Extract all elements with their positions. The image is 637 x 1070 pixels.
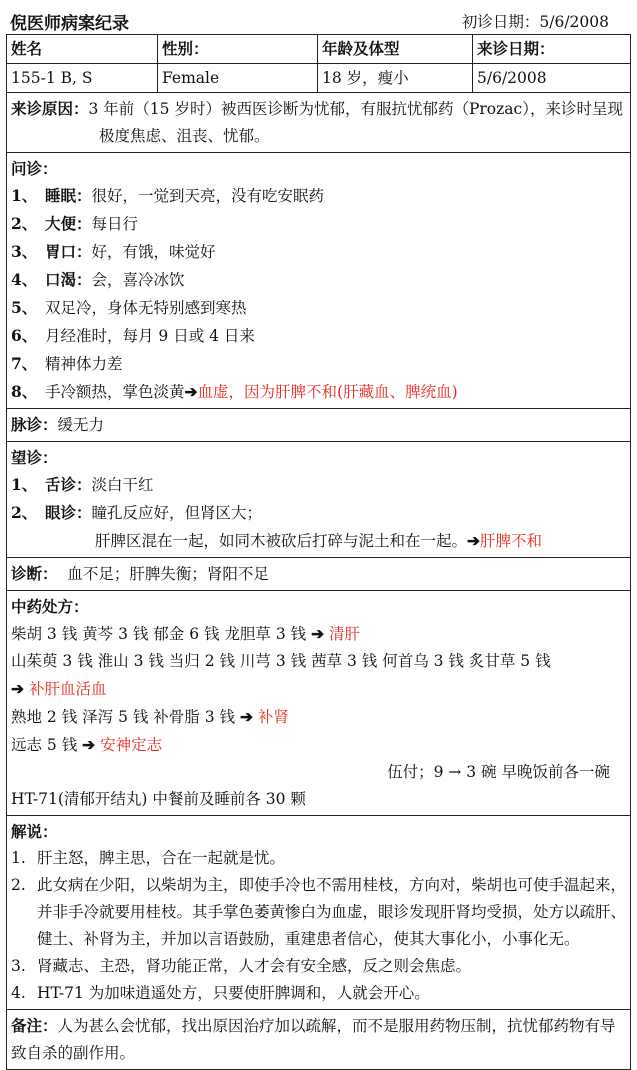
explanation-item: 4. HT-71 为加味逍遥处方，只要使肝脾调和，人就会开心。 bbox=[11, 984, 430, 1002]
tongue-diagnosis: 1、 舌诊：淡白干红 bbox=[11, 475, 154, 494]
dosage-instructions: 伍付；9 → 3 碗 早晚饭前各一碗 bbox=[387, 763, 610, 781]
pulse-text: 缓无力 bbox=[57, 416, 105, 434]
eye-diagnosis: 2、 眼诊：瞳孔反应好，但肾区大； bbox=[11, 503, 263, 522]
explanation-item: 3. 肾藏志、主恐，肾功能正常，人才会有安全感，反之则会焦虑。 bbox=[11, 957, 472, 975]
right-arrow-icon: ➔ bbox=[82, 735, 96, 754]
inquiry-item: 7、 精神体力差 bbox=[11, 354, 123, 373]
inspection-section bbox=[7, 441, 630, 557]
inquiry-annotation: 血虚，因为肝脾不和(肝藏血、脾统血) bbox=[197, 383, 458, 401]
patient-info-table bbox=[7, 35, 630, 92]
reason-section bbox=[7, 92, 630, 152]
reason-label: 来诊原因： bbox=[11, 99, 89, 118]
case-record bbox=[6, 4, 631, 1070]
inquiry-item: 4、 口渴：会，喜冷冰饮 bbox=[11, 270, 185, 289]
explanation-item: 2. 此女病在少阳，以柴胡为主，即使手冷也不需用桂枝，方向对，柴胡也可使手温起来，并非手冷就要用桂枝。其手掌色萎黄惨白为血虚，眼诊发现肝肾均受损，处方以疏肝、健土、补肾为主，并加以言语鼓励，重建患者信心，使其大事化小，小事化无。 bbox=[11, 876, 627, 948]
right-arrow-icon: ➔ bbox=[184, 382, 198, 401]
reason-text: 3 年前（15 岁时）被西医诊断为忧郁，有服抗忧郁药（Prozac），来诊时呈现极度焦虑、沮丧、忧郁。 bbox=[88, 100, 623, 145]
prescription-line: 熟地 2 钱 泽泻 5 钱 补骨脂 3 钱 ➔ 补肾 bbox=[11, 707, 289, 726]
first-visit-value: 5/6/2008 bbox=[539, 13, 609, 31]
header-visit-date: 来诊日期： bbox=[473, 35, 630, 64]
prescription-title: 中药处方： bbox=[11, 597, 89, 616]
inquiry-item: 5、 双足冷，身体无特别感到寒热 bbox=[11, 298, 247, 317]
patient-visit-date: 5/6/2008 bbox=[477, 69, 547, 87]
first-visit-date bbox=[462, 10, 609, 32]
note-text: 人为甚么会忧郁，找出原因治疗加以疏解，而不是服用药物压制，抗忧郁药物有导致自杀的副作用。 bbox=[11, 1017, 616, 1062]
diagnosis-text: 血不足；肝脾失衡；肾阳不足 bbox=[67, 565, 269, 583]
record-header bbox=[6, 4, 631, 34]
record-table bbox=[6, 34, 631, 1070]
explanation-item: 1. 肝主怒，脾主思，合在一起就是忧。 bbox=[11, 849, 286, 867]
pulse-section bbox=[7, 408, 630, 441]
eye-diagnosis-detail: 肝脾区混在一起，如同木被砍后打碎与泥土和在一起。➔肝脾不和 bbox=[95, 531, 543, 550]
inquiry-item: 2、 大便：每日行 bbox=[11, 214, 139, 233]
explanation-title: 解说： bbox=[11, 822, 58, 841]
inquiry-item: 6、 月经准时，每月 9 日或 4 日来 bbox=[11, 326, 255, 345]
explanation-list bbox=[11, 845, 626, 1007]
patient-age-build: 18 岁，瘦小 bbox=[318, 64, 473, 92]
inquiry-section bbox=[7, 152, 630, 408]
right-arrow-icon: ➔ bbox=[11, 679, 24, 698]
inquiry-item: 3、 胃口：好，有饿，味觉好 bbox=[11, 242, 216, 261]
prescription-section bbox=[7, 590, 630, 815]
header-name: 姓名 bbox=[7, 35, 158, 64]
right-arrow-icon: ➔ bbox=[467, 531, 481, 550]
diagnosis-section bbox=[7, 557, 630, 590]
prescription-line-annotation: ➔ 补肝血活血 bbox=[11, 679, 107, 698]
inquiry-item: 8、 手冷额热，掌色淡黄➔血虚，因为肝脾不和(肝藏血、脾统血) bbox=[11, 382, 458, 401]
patient-gender: Female bbox=[158, 64, 318, 92]
first-visit-label: 初诊日期： bbox=[461, 13, 540, 31]
inquiry-item: 1、 睡眠：很好，一觉到天亮，没有吃安眠药 bbox=[11, 186, 325, 205]
prescription-line: 山茱萸 3 钱 淮山 3 钱 当归 2 钱 川芎 3 钱 茜草 3 钱 何首乌 3 钱 炙甘草 5 钱 bbox=[11, 652, 551, 670]
inquiry-title: 问诊： bbox=[11, 159, 58, 178]
explanation-section bbox=[7, 815, 630, 1009]
right-arrow-icon: ➔ bbox=[311, 624, 325, 643]
prescription-line: 远志 5 钱 ➔ 安神定志 bbox=[11, 735, 163, 754]
note-section bbox=[7, 1009, 630, 1069]
diagnosis-label: 诊断： bbox=[11, 564, 58, 583]
right-arrow-icon: ➔ bbox=[239, 707, 253, 726]
note-label: 备注： bbox=[11, 1016, 58, 1035]
header-age-build: 年龄及体型 bbox=[318, 35, 473, 64]
inspection-title: 望诊： bbox=[11, 448, 58, 467]
pill-instructions: HT-71(清郁开结丸) 中餐前及睡前各 30 颗 bbox=[11, 790, 306, 808]
page-title: 倪医师病案纪录 bbox=[10, 14, 129, 34]
header-gender: 性别： bbox=[158, 35, 318, 64]
prescription-line: 柴胡 3 钱 黄芩 3 钱 郁金 6 钱 龙胆草 3 钱 ➔ 清肝 bbox=[11, 624, 361, 643]
patient-id: 155-1 B, S bbox=[7, 64, 158, 92]
pulse-label: 脉诊： bbox=[11, 415, 58, 434]
